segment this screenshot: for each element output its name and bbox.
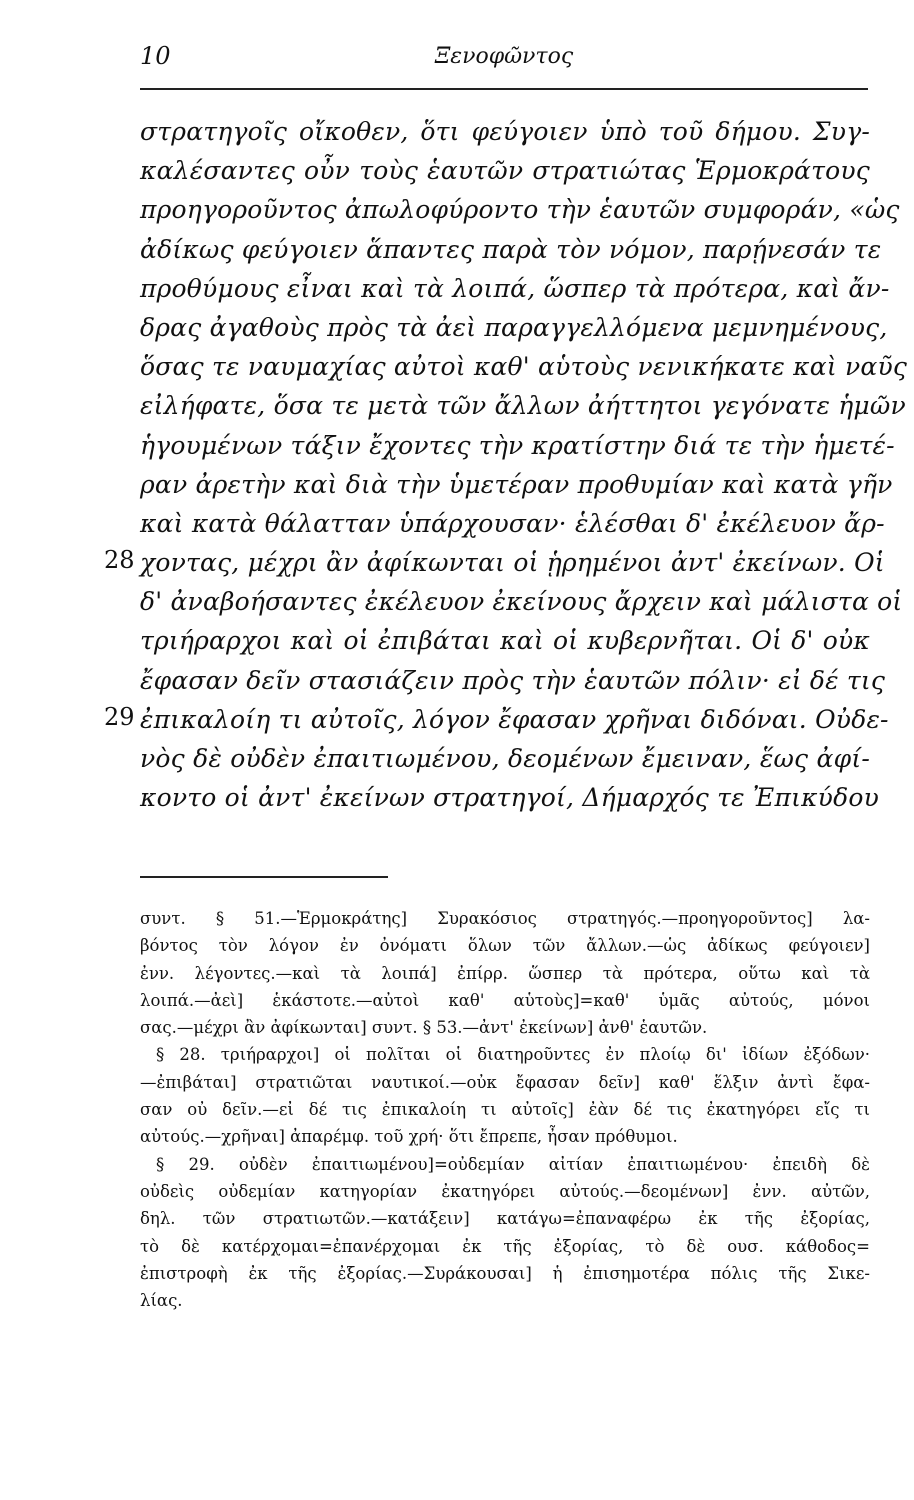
text-line: χοντας, μέχρι ἂν ἀφίκωνται οἱ ᾑρημένοι ἀντ' ἐκείνων. Οἱ xyxy=(140,548,885,578)
text-line: ἀδίκως φεύγοιεν ἅπαντες παρὰ τὸν νόμον, παρῄνεσάν τε xyxy=(140,234,882,264)
footnote-line: αὐτούς.—χρῆναι] ἀπαρέμφ. τοῦ χρή· ὅτι ἔπρεπε, ἦσαν πρόθυμοι. xyxy=(140,1127,678,1147)
footnote-line: τὸ δὲ κατέρχομαι=ἐπανέρχομαι ἐκ τῆς ἐξορίας, τὸ δὲ ουσ. κάθοδος= xyxy=(140,1236,870,1256)
footnote-line: § 28. τριήραρχοι] οἱ πολῖται οἱ διατηροῦντες ἐν πλοίῳ δι' ἰδίων ἐξόδων· xyxy=(156,1045,870,1065)
footnotes xyxy=(140,905,870,1314)
footnote-line: σαν οὐ δεῖν.—εἰ δέ τις ἐπικαλοίη τι αὐτοῖς] ἐὰν δέ τις ἐκατηγόρει εἴς τι xyxy=(140,1100,870,1120)
footnote-line: οὐδεὶς οὐδεμίαν κατηγορίαν ἐκατηγόρει αὐτούς.—δεομένων] ἐνν. αὐτῶν, xyxy=(140,1181,870,1201)
text-line: ὅσας τε ναυμαχίας αὐτοὶ καθ' αὑτοὺς νενικήκατε καὶ ναῦς xyxy=(140,352,908,382)
running-title: Ξενοφῶντος xyxy=(434,44,574,69)
page-header xyxy=(140,38,868,78)
section-number-28: 28 xyxy=(104,546,135,574)
footnote-line: § 29. οὐδὲν ἐπαιτιωμένου]=οὐδεμίαν αἰτίαν ἐπαιτιωμένου· ἐπειδὴ δὲ xyxy=(156,1154,870,1174)
footnote-line: δηλ. τῶν στρατιωτῶν.—κατάξειν] κατάγω=ἐπαναφέρω ἐκ τῆς ἐξορίας, xyxy=(140,1209,870,1229)
section-number-29: 29 xyxy=(104,703,135,731)
footnote-line: —ἐπιβάται] στρατιῶται ναυτικοί.—οὐκ ἔφασαν δεῖν] καθ' ἕλξιν ἀντὶ ἔφα- xyxy=(140,1072,870,1092)
text-line: κοντο οἱ ἀντ' ἐκείνων στρατηγοί, Δήμαρχός τε Ἐπικύδου xyxy=(140,783,879,813)
text-line: δ' ἀναβοήσαντες ἐκέλευον ἐκείνους ἄρχειν καὶ μάλιστα οἱ xyxy=(140,587,903,617)
text-line: καὶ κατὰ θάλατταν ὑπάρχουσαν· ἑλέσθαι δ' ἐκέλευον ἄρ- xyxy=(140,508,885,538)
text-line: εἰλήφατε, ὅσα τε μετὰ τῶν ἄλλων ἀήττητοι γεγόνατε ἡμῶν xyxy=(140,391,906,421)
text-line: νὸς δὲ οὐδὲν ἐπαιτιωμένου, δεομένων ἔμειναν, ἕως ἀφί- xyxy=(140,744,870,773)
footnote-line: λίας. xyxy=(140,1291,183,1311)
main-text xyxy=(140,112,908,817)
footnote-line: ἐνν. λέγοντες.—καὶ τὰ λοιπά] ἐπίρρ. ὥσπερ τὰ πρότερα, οὕτω καὶ τὰ xyxy=(140,963,870,983)
text-line: ἡγουμένων τάξιν ἔχοντες τὴν κρατίστην διά τε τὴν ἡμετέ- xyxy=(140,430,895,460)
text-line: στρατηγοῖς οἴκοθεν, ὅτι φεύγοιεν ὑπὸ τοῦ δήμου. Συγ- xyxy=(140,117,870,146)
footnote-line: λοιπά.—ἀεὶ] ἑκάστοτε.—αὐτοὶ καθ' αὑτοὺς]=καθ' ὑμᾶς αὐτούς, μόνοι xyxy=(140,990,870,1010)
text-line: προηγοροῦντος ἀπωλοφύροντο τὴν ἑαυτῶν συμφοράν, «ὡς xyxy=(140,195,900,225)
text-line: ραν ἀρετὴν καὶ διὰ τὴν ὑμετέραν προθυμίαν καὶ κατὰ γῆν xyxy=(140,469,893,499)
text-line: τριήραρχοι καὶ οἱ ἐπιβάται καὶ οἱ κυβερνῆται. Οἱ δ' οὐκ xyxy=(140,626,870,656)
footnote-line: σας.—μέχρι ἂν ἀφίκωνται] συντ. § 53.—ἀντ' ἐκείνων] ἀνθ' ἑαυτῶν. xyxy=(140,1018,708,1038)
text-line: ἐπικαλοίη τι αὐτοῖς, λόγον ἔφασαν χρῆναι διδόναι. Οὐδε- xyxy=(140,704,889,734)
text-line: καλέσαντες οὖν τοὺς ἑαυτῶν στρατιώτας Ἑρμοκράτους xyxy=(140,156,870,186)
page-number: 10 xyxy=(140,42,171,70)
text-line: δρας ἀγαθοὺς πρὸς τὰ ἀεὶ παραγγελλόμενα μεμνημένους, xyxy=(140,312,888,342)
footnote-rule xyxy=(140,876,388,878)
footnote-line: ἐπιστροφὴ ἐκ τῆς ἐξορίας.—Συράκουσαι] ἡ ἐπισημοτέρα πόλις τῆς Σικε- xyxy=(140,1263,870,1283)
footnote-line: βόντος τὸν λόγον ἐν ὀνόματι ὅλων τῶν ἄλλων.—ὡς ἀδίκως φεύγοιεν] xyxy=(140,936,870,956)
text-line: ἔφασαν δεῖν στασιάζειν πρὸς τὴν ἑαυτῶν πόλιν· εἰ δέ τις xyxy=(140,665,886,695)
text-line: προθύμους εἶναι καὶ τὰ λοιπά, ὥσπερ τὰ πρότερα, καὶ ἄν- xyxy=(140,273,890,303)
header-rule xyxy=(140,88,868,90)
footnote-line: συντ. § 51.—Ἑρμοκράτης] Συρακόσιος στρατηγός.—προηγοροῦντος] λα- xyxy=(140,909,870,928)
